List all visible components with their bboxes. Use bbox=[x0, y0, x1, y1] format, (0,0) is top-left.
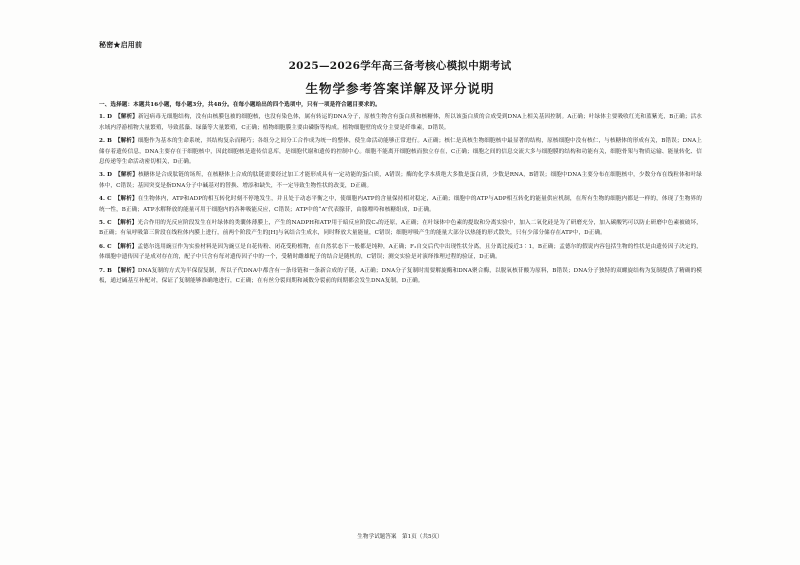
analysis-tag: 【解析】 bbox=[117, 114, 139, 121]
answer-text: 孟德尔选用豌豆作为实验材料是因为豌豆是自花传粉、闭花受粉植物，在自然状态下一般都是纯种，A正确；F₁自交后代中出现性状分离，且分离比接近3∶1，B正确；孟德尔的假说内容包括生物的性状是由遗传因子决定的，体细胞中遗传因子是成对存在的，配子中只含有每对遗传因子中的一个，受精时雌雄配子的结合是随机的，C错误；测交实验是对演绎推理过程的验证，D正确。 bbox=[99, 243, 702, 261]
answer-number: 3. D bbox=[99, 172, 113, 179]
analysis-tag: 【解析】 bbox=[117, 220, 138, 227]
answer-item bbox=[99, 218, 702, 239]
analysis-tag: 【解析】 bbox=[117, 138, 138, 145]
answer-item bbox=[99, 136, 702, 167]
answer-item bbox=[99, 266, 702, 287]
answer-text: DNA复制的方式为半保留复制，所以子代DNA中都含有一条母链和一条新合成的子链，A正确；DNA分子复制时需要解旋酶和DNA聚合酶，以脱氧核苷酸为原料，B错误；DNA分子独特的双螺旋结构为复制提供了精确的模板，通过碱基互补配对，保证了复制能够准确地进行，C正确；在有丝分裂间期和减数分裂前的间期都会发生DNA复制，D正确。 bbox=[99, 267, 702, 285]
answer-item bbox=[99, 112, 702, 133]
answer-item bbox=[99, 194, 702, 215]
analysis-tag: 【解析】 bbox=[117, 172, 139, 179]
answer-text: 细胞作为基本的生命系统，其结构复杂而精巧；各组分之间分工合作成为统一的整体，使生命活动能够正常进行。A正确；核仁是真核生物细胞核中最显著的结构，原核细胞中没有核仁，与核糖体的形成有关，B错误；DNA上储存着遗传信息，DNA主要存在于细胞核中，因此细胞核是遗传信息库，是细胞代谢和遗传的控制中心。细胞不能离开细胞核而独立存在，C正确；细胞之间的信息交流大多与细胞膜的结构和功能有关，细胞骨架与物质运输、能量转化、信息传递等生命活动密切相关，D正确。 bbox=[99, 138, 702, 166]
secret-label: 秘密★启用前 bbox=[99, 40, 143, 49]
answer-number: 6. C bbox=[99, 243, 112, 250]
answer-item bbox=[99, 170, 702, 191]
answer-text: 在生物体内，ATP和ADP的相互转化时刻不停地发生，并且处于动态平衡之中，使细胞内ATP的含量保持相对稳定，A正确；细胞中的ATP与ADP相互转化的能量供应机制，在所有生物的细胞内都是一样的，体现了生物界的统一性，B正确；ATP水解释放的能量可用于细胞内的各种吸能反应，C错误；ATP中的“A”代表腺苷，由腺嘌呤和核糖组成，D正确。 bbox=[99, 196, 703, 213]
answer-text: 核糖体是合成肽链的场所，在核糖体上合成的肽链需要经过加工才能形成具有一定功能的蛋白质，A错误；酶的化学本质绝大多数是蛋白质，少数是RNA，B错误；细胞中DNA主要分布在细胞核中，少数分布在线粒体和叶绿体中，C错误；基因突变是指DNA分子中碱基对的替换、增添和缺失，不一定导致生物性状的改变，D正确。 bbox=[99, 172, 702, 189]
answer-number: 1. D bbox=[99, 114, 113, 121]
analysis-tag: 【解析】 bbox=[117, 267, 138, 274]
analysis-tag: 【解析】 bbox=[117, 196, 138, 203]
answer-number: 4. C bbox=[99, 196, 112, 203]
document-title: 生物学参考答案详解及评分说明 bbox=[305, 81, 495, 96]
document-header bbox=[0, 58, 800, 97]
answer-number: 7. B bbox=[99, 267, 112, 274]
answer-number: 5. C bbox=[99, 220, 112, 227]
answer-text: 新冠病毒无细胞结构，没有由核膜包被的细胞核，也没有染色体，属有转运的DNA分子，原核生物含有蛋白质和核糖体，所以该蛋白质的合成受到DNA上相关基因控制。A正确；叶绿体主要吸收红光和蓝紫光，B正确；活水水域内浮游植物大量繁殖，导致蓝藻、绿藻等大量繁殖，C正确；植物细胞膜主要由磷脂等构成。植物细胞壁的成分主要是纤维素，D错误。 bbox=[99, 114, 702, 131]
analysis-tag: 【解析】 bbox=[117, 243, 138, 250]
answer-number: 2. B bbox=[99, 138, 112, 145]
page-footer: 生物学试题答案 第1页（共5页） bbox=[357, 534, 443, 540]
answer-item bbox=[99, 242, 702, 263]
section-heading: 一、选择题：本题共16小题，每小题3分，共48分。在每小题给出的四个选项中，只有一项是符合题目要求的。 bbox=[99, 102, 381, 108]
answer-content bbox=[99, 100, 702, 290]
answer-text: 光合作用的光反应阶段发生在叶绿体的类囊体薄膜上，产生的NADPH和ATP用于暗反应阶段C₃的还原，A正确；在叶绿体中色素的提取和分离实验中，加入二氧化硅是为了研磨充分，加入碳酸钙可以防止研磨中色素被破坏，B正确；有氧呼吸第三阶段在线粒体内膜上进行，前两个阶段产生的[H]与氧结合生成水，同时释放大量能量，C错误；细胞呼吸产生的能量大部分以热能的形式散失，只有少部分储存在ATP中，D正确。 bbox=[99, 220, 702, 237]
exam-title: 2025—2026学年高三备考核心模拟中期考试 bbox=[288, 60, 512, 72]
